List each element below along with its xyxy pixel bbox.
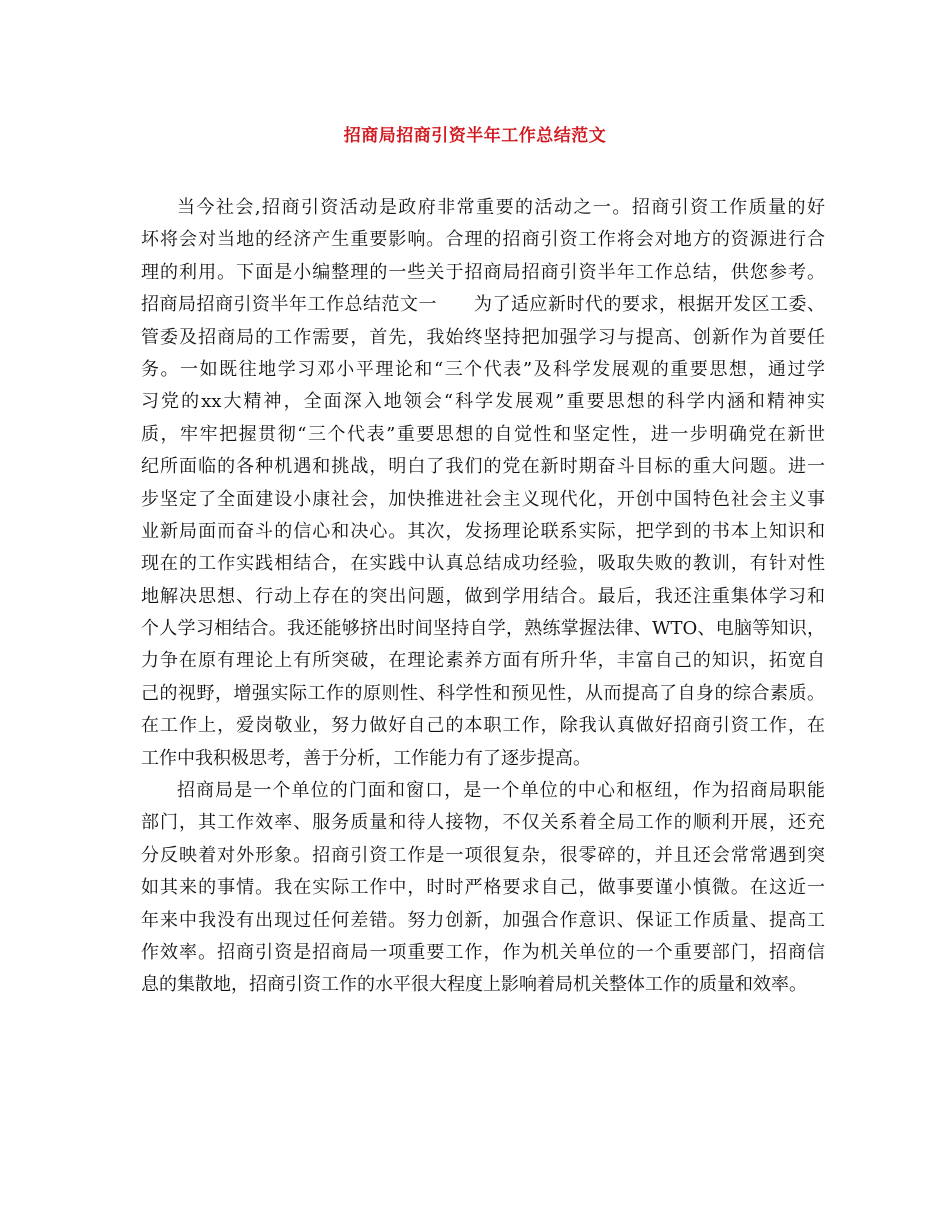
- text-line: 息的集散地，招商引资工作的水平很大程度上影响着局机关整体工作的质量和效率。: [141, 974, 807, 996]
- document-title: 招商局招商引资半年工作总结范文: [343, 126, 607, 146]
- text-line: 招商局是一个单位的门面和窗口，是一个单位的中心和枢纽，作为招商局职能: [177, 780, 825, 802]
- text-line: 地解决思想、行动上存在的突出问题，做到学用结合。最后，我还注重集体学习和: [141, 585, 825, 607]
- text-line: 质，牢牢把握贯彻“三个代表”重要思想的自觉性和坚定性，进一步明确党在新世: [141, 423, 825, 445]
- text-line: 当今社会,招商引资活动是政府非常重要的活动之一。招商引资工作质量的好: [177, 197, 825, 218]
- text-line: 习党的xx大精神，全面深入地领会“科学发展观”重要思想的科学内涵和精神实: [141, 391, 825, 413]
- text-line: 分反映着对外形象。招商引资工作是一项很复杂，很零碎的，并且还会常常遇到突: [141, 844, 825, 866]
- text-line: 工作中我积极思考，善于分析，工作能力有了逐步提高。: [141, 747, 591, 769]
- text-line: 管委及招商局的工作需要，首先，我始终坚持把加强学习与提高、创新作为首要任: [141, 326, 825, 348]
- text-line: 个人学习相结合。我还能够挤出时间坚持自学，熟练掌握法律、WTO、电脑等知识，: [141, 618, 825, 640]
- text-line: 在工作上，爱岗敬业，努力做好自己的本职工作，除我认真做好招商引资工作，在: [141, 715, 825, 737]
- text-line: 坏将会对当地的经济产生重要影响。合理的招商引资工作将会对地方的资源进行合: [141, 229, 825, 251]
- text-line: 己的视野，增强实际工作的原则性、科学性和预见性，从而提高了自身的综合素质。: [141, 682, 825, 704]
- text-line: 纪所面临的各种机遇和挑战，明白了我们的党在新时期奋斗目标的重大问题。进一: [141, 456, 825, 478]
- text-line: 力争在原有理论上有所突破，在理论素养方面有所升华，丰富自己的知识，拓宽自: [141, 650, 825, 672]
- text-line: 作效率。招商引资是招商局一项重要工作，作为机关单位的一个重要部门，招商信: [141, 941, 825, 963]
- text-line: 年来中我没有出现过任何差错。努力创新，加强合作意识、保证工作质量、提高工: [141, 909, 825, 931]
- text-line: 如其来的事情。我在实际工作中，时时严格要求自己，做事要谨小慎微。在这近一: [141, 877, 825, 899]
- document-body: [141, 192, 825, 1002]
- text-line: 理的利用。下面是小编整理的一些关于招商局招商引资半年工作总结，供您参考。: [141, 261, 825, 283]
- text-line: 招商局招商引资半年工作总结范文一 为了适应新时代的要求，根据开发区工委、: [141, 294, 825, 316]
- text-line: 业新局面而奋斗的信心和决心。其次，发扬理论联系实际，把学到的书本上知识和: [141, 520, 825, 542]
- text-line: 步坚定了全面建设小康社会，加快推进社会主义现代化，开创中国特色社会主义事: [141, 488, 825, 510]
- text-line: 部门，其工作效率、服务质量和待人接物，不仅关系着全局工作的顺利开展，还充: [141, 812, 825, 834]
- text-line: 务。一如既往地学习邓小平理论和“三个代表”及科学发展观的重要思想，通过学: [141, 358, 825, 380]
- text-line: 现在的工作实践相结合，在实践中认真总结成功经验，吸取失败的教训，有针对性: [141, 553, 825, 575]
